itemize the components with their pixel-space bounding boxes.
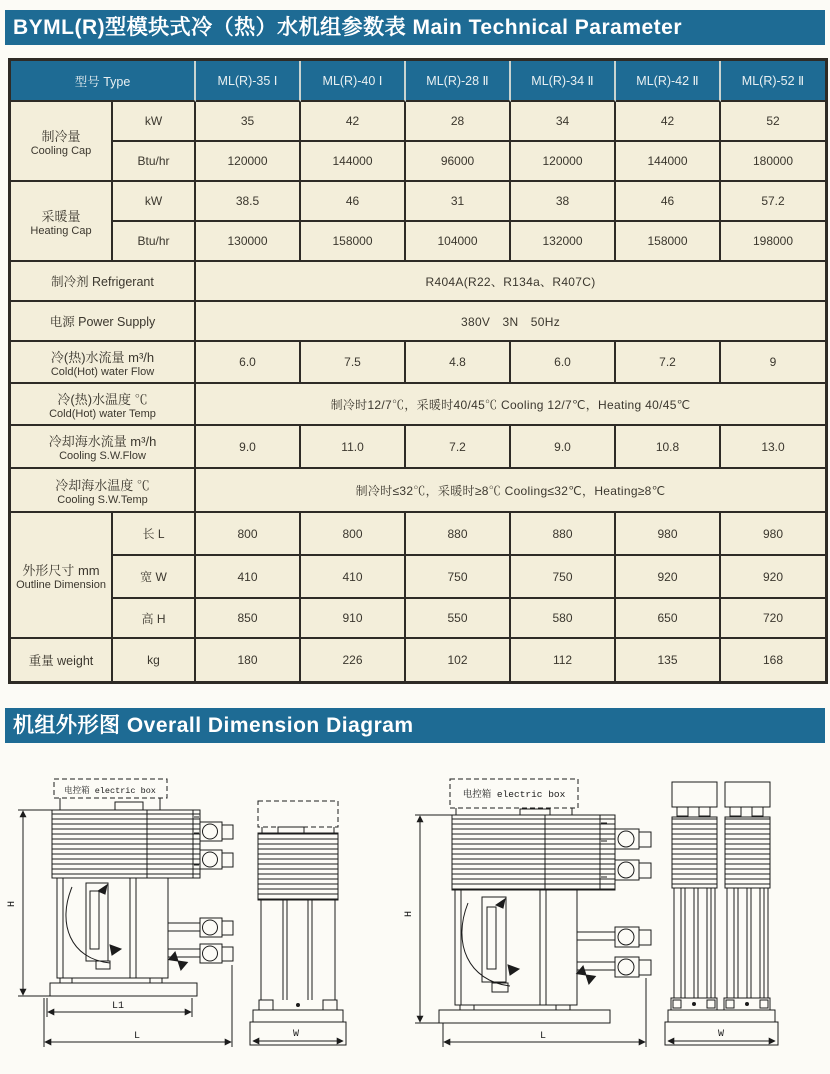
dim-label-l: L	[134, 1031, 141, 1042]
parameters-table	[8, 58, 828, 684]
value-cell: 120000	[511, 142, 616, 182]
cooling-kw-row	[11, 102, 825, 142]
value-cell: 198000	[721, 222, 825, 262]
value-cell: 52	[721, 102, 825, 142]
value-cell: 180	[196, 639, 301, 681]
value-cell: 31	[406, 182, 511, 222]
row-label-cn: 冷却海水流量 m³/h	[48, 434, 157, 449]
fin-heat-exchanger	[52, 810, 200, 878]
electric-box-label: 电控箱 electric box	[462, 789, 566, 800]
unit-body	[455, 890, 577, 1005]
heating-btu-row	[11, 222, 825, 262]
value-cell: 180000	[721, 142, 825, 182]
value-cell: 6.0	[511, 342, 616, 384]
unit-cell: 长 L	[113, 513, 196, 556]
row-label-cn: 冷却海水温度 ℃	[55, 477, 150, 493]
pipe-connector	[615, 927, 651, 947]
model-header: ML(R)-34 Ⅱ	[511, 61, 616, 102]
heating-kw-row	[11, 182, 825, 222]
value-cell: 13.0	[721, 426, 825, 469]
unit-body	[57, 878, 168, 978]
water-temp-value: 制冷时12/7℃，采暖时40/45℃ Cooling 12/7℃，Heating 40/45℃	[196, 384, 825, 426]
row-label-en: Cooling S.W.Flow	[59, 450, 146, 462]
unit-cell: 高 H	[113, 599, 196, 639]
value-cell: 168	[721, 639, 825, 681]
dimension-w-row	[11, 556, 825, 599]
value-cell: 800	[301, 513, 406, 556]
front-view-type1	[50, 779, 233, 996]
diagram-title-bar	[5, 708, 825, 743]
model-header-row	[11, 61, 825, 102]
dim-label-h: H	[7, 900, 18, 907]
value-cell: 46	[616, 182, 721, 222]
value-cell: 550	[406, 599, 511, 639]
unit-cell: 宽 W	[113, 556, 196, 599]
water-flow-row	[11, 342, 825, 384]
value-cell: 650	[616, 599, 721, 639]
valve-icon	[577, 966, 596, 984]
value-cell: 35	[196, 102, 301, 142]
sw-temp-value: 制冷时≤32℃，采暖时≥8℃ Cooling≤32℃，Heating≥8℃	[196, 469, 825, 513]
value-cell: 750	[511, 556, 616, 599]
model-header: ML(R)-35 Ⅰ	[196, 61, 301, 102]
cooling-btu-row	[11, 142, 825, 182]
row-label-dimension	[11, 513, 113, 639]
row-label-en: Outline Dimension	[16, 578, 106, 591]
row-label-cn: 制冷量	[41, 128, 81, 144]
row-label-cn: 外形尺寸 mm	[22, 562, 100, 578]
water-temp-row	[11, 384, 825, 426]
dim-label-w: W	[293, 1029, 300, 1040]
row-label-en: Power Supply	[78, 315, 156, 329]
refrigerant-value: R404A(R22、R134a、R407C)	[196, 262, 825, 302]
value-cell: 7.2	[616, 342, 721, 384]
unit-cell: kW	[113, 182, 196, 222]
unit-cell: Btu/hr	[113, 222, 196, 262]
value-cell: 38	[511, 182, 616, 222]
value-cell: 42	[301, 102, 406, 142]
power-value: 380V 3N 50Hz	[196, 302, 825, 342]
pipe-connector	[200, 944, 233, 963]
model-header: ML(R)-42 Ⅱ	[616, 61, 721, 102]
value-cell: 102	[406, 639, 511, 681]
value-cell: 57.2	[721, 182, 825, 222]
value-cell: 96000	[406, 142, 511, 182]
value-cell: 46	[301, 182, 406, 222]
dim-label-l: L	[540, 1031, 547, 1042]
dimension-h-row	[11, 599, 825, 639]
value-cell: 120000	[196, 142, 301, 182]
row-label-water-temp	[11, 384, 196, 426]
value-cell: 11.0	[301, 426, 406, 469]
row-label-water-flow	[11, 342, 196, 384]
row-label-en: Cold(Hot) water Flow	[50, 365, 155, 378]
row-label-en: weight	[57, 654, 94, 668]
dim-label-h: H	[404, 910, 415, 917]
value-cell: 9.0	[196, 426, 301, 469]
value-cell: 720	[721, 599, 825, 639]
value-cell: 7.2	[406, 426, 511, 469]
pipe-connector	[200, 822, 233, 841]
row-label-cn: 冷(热)水温度 ℃	[57, 391, 148, 407]
value-cell: 7.5	[301, 342, 406, 384]
unit-cell: Btu/hr	[113, 142, 196, 182]
value-cell: 910	[301, 599, 406, 639]
row-label-weight	[11, 639, 113, 681]
value-cell: 580	[511, 599, 616, 639]
value-cell: 410	[196, 556, 301, 599]
pipe-connector	[200, 850, 233, 869]
electric-box-label: 电控箱 electric box	[64, 786, 156, 796]
value-cell: 34	[511, 102, 616, 142]
row-label-en: Cold(Hot) water Temp	[49, 407, 156, 420]
value-cell: 130000	[196, 222, 301, 262]
sw-flow-row	[11, 426, 825, 469]
pipe-connector	[615, 860, 651, 880]
row-label-en: Refrigerant	[92, 275, 154, 289]
pipe-connector	[615, 957, 651, 977]
value-cell: 104000	[406, 222, 511, 262]
value-cell: 880	[406, 513, 511, 556]
row-label-refrigerant	[11, 262, 196, 302]
unit-cell: kg	[113, 639, 196, 681]
diagram-title: 机组外形图 Overall Dimension Diagram	[13, 714, 414, 737]
value-cell: 4.8	[406, 342, 511, 384]
value-cell: 9	[721, 342, 825, 384]
value-cell: 6.0	[196, 342, 301, 384]
value-cell: 144000	[616, 142, 721, 182]
unit-cell: kW	[113, 102, 196, 142]
value-cell: 410	[301, 556, 406, 599]
row-label-heating	[11, 182, 113, 262]
side-view-type1	[250, 801, 346, 1045]
row-label-en: Cooling Cap	[30, 144, 92, 157]
value-cell: 112	[511, 639, 616, 681]
value-cell: 750	[406, 556, 511, 599]
row-label-cn: 制冷剂	[51, 275, 89, 289]
value-cell: 158000	[616, 222, 721, 262]
base-plate	[439, 1010, 610, 1023]
valve-icon	[169, 952, 188, 970]
value-cell: 920	[616, 556, 721, 599]
sw-temp-row	[11, 469, 825, 513]
value-cell: 28	[406, 102, 511, 142]
power-row	[11, 302, 825, 342]
value-cell: 132000	[511, 222, 616, 262]
front-view-type2	[439, 779, 651, 1023]
value-cell: 226	[301, 639, 406, 681]
value-cell: 920	[721, 556, 825, 599]
base-plate	[50, 983, 197, 996]
main-title: BYML(R)型模块式冷（热）水机组参数表 Main Technical Parameter	[13, 16, 683, 39]
pipe-connector	[200, 918, 233, 937]
model-header: ML(R)-52 Ⅱ	[721, 61, 825, 102]
value-cell: 158000	[301, 222, 406, 262]
main-title-bar	[5, 10, 825, 45]
dim-label-w: W	[718, 1029, 725, 1040]
value-cell: 800	[196, 513, 301, 556]
row-label-cn: 重量	[28, 654, 54, 668]
dimension-l-row	[11, 513, 825, 556]
row-label-en: Cooling S.W.Temp	[57, 493, 148, 506]
value-cell: 980	[616, 513, 721, 556]
value-cell: 135	[616, 639, 721, 681]
value-cell: 980	[721, 513, 825, 556]
row-label-cn: 采暖量	[41, 208, 81, 224]
row-label-cn: 电源	[49, 315, 75, 329]
weight-row	[11, 639, 825, 681]
value-cell: 880	[511, 513, 616, 556]
side-view-type2	[665, 782, 778, 1045]
value-cell: 9.0	[511, 426, 616, 469]
fin-heat-exchanger	[452, 815, 615, 890]
row-label-sw-flow	[11, 426, 196, 469]
row-label-power	[11, 302, 196, 342]
value-cell: 42	[616, 102, 721, 142]
pipe-connector	[615, 829, 651, 849]
value-cell: 38.5	[196, 182, 301, 222]
dim-label-l1: L1	[112, 1001, 125, 1012]
row-label-sw-temp	[11, 469, 196, 513]
value-cell: 850	[196, 599, 301, 639]
refrigerant-row	[11, 262, 825, 302]
value-cell: 144000	[301, 142, 406, 182]
model-header: ML(R)-28 Ⅱ	[406, 61, 511, 102]
row-label-cooling	[11, 102, 113, 182]
row-label-en: Heating Cap	[30, 224, 92, 237]
fin-heat-exchanger	[672, 817, 717, 888]
dimension-diagram	[0, 765, 830, 1064]
model-header: ML(R)-40 Ⅰ	[301, 61, 406, 102]
fin-heat-exchanger	[725, 817, 770, 888]
type-header-cell: 型号 Type	[11, 61, 196, 102]
fin-heat-exchanger	[258, 833, 338, 900]
row-label-cn: 冷(热)水流量 m³/h	[50, 349, 155, 365]
value-cell: 10.8	[616, 426, 721, 469]
